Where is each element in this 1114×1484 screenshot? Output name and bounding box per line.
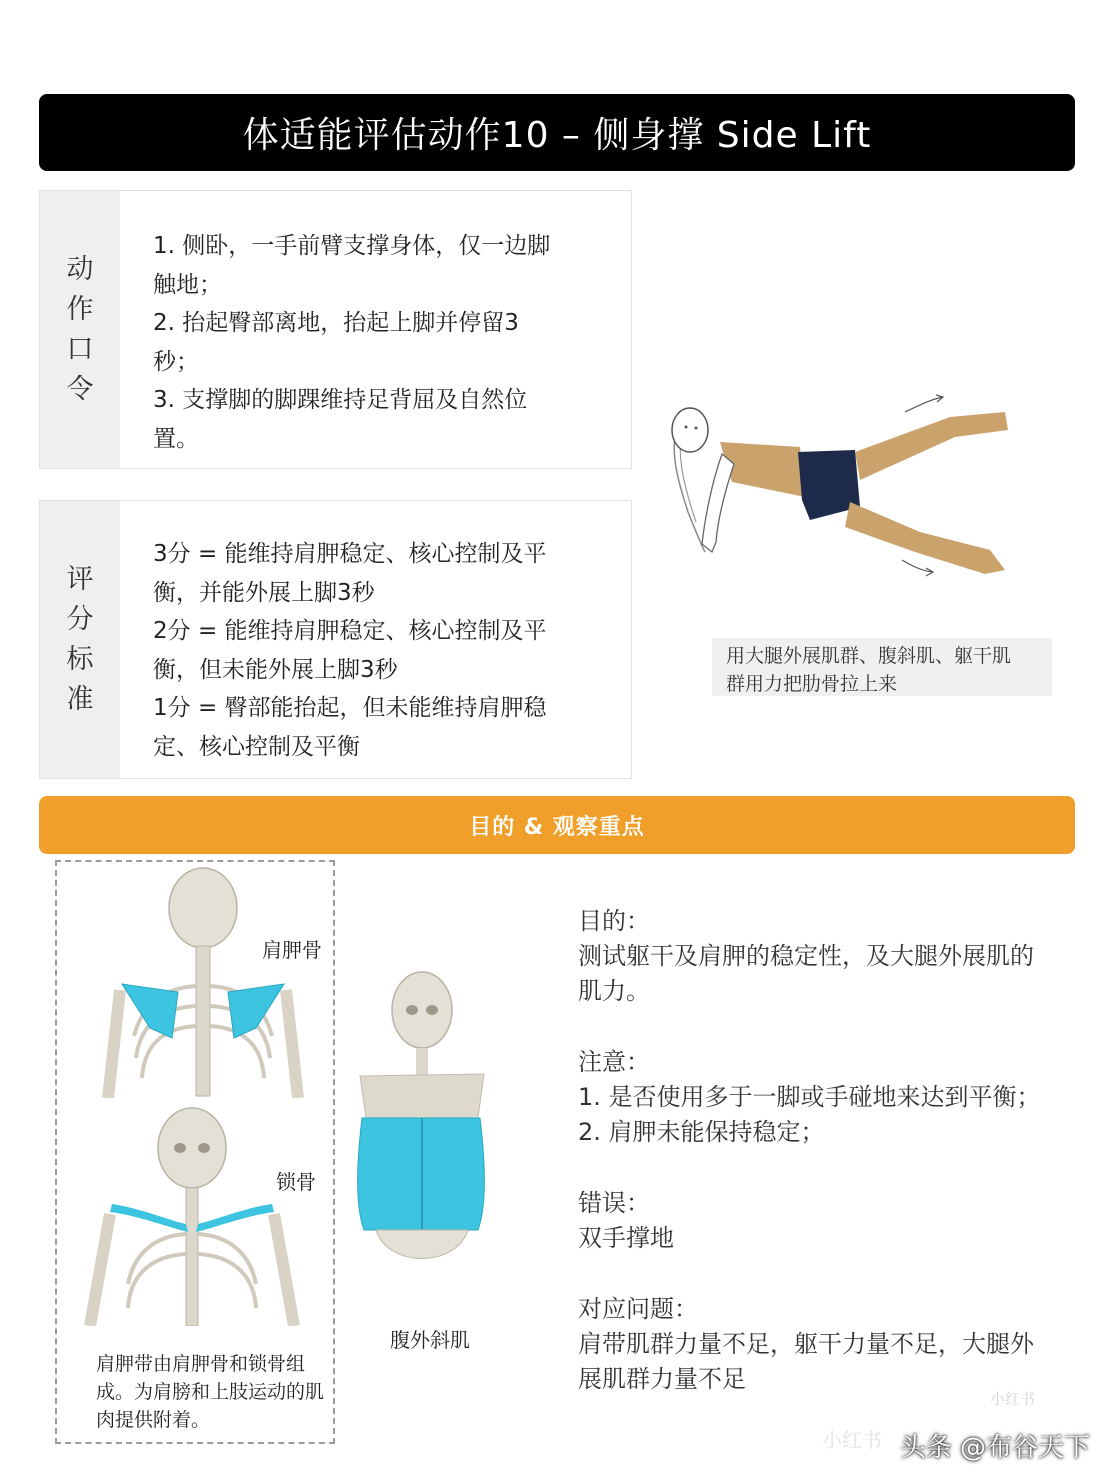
illustration-caption-line: 用大腿外展肌群、腹斜肌、躯干肌 (726, 645, 1012, 667)
command-line: 秒； (153, 348, 199, 375)
illustration-caption (712, 638, 1052, 696)
clavicle-label: 锁骨 (276, 1170, 316, 1194)
watermark-faint: 小红书 (822, 1428, 882, 1452)
command-line: 2. 抬起臀部离地，抬起上脚并停留3 (153, 310, 519, 336)
commands-label-char: 口 (66, 333, 94, 365)
issues-block (578, 1292, 1078, 1397)
notes-title: 注意： (578, 1048, 650, 1076)
command-line: 3. 支撑脚的脚踝维持足背屈及自然位 (153, 387, 528, 413)
issues-line: 肩带肌群力量不足，躯干力量不足，大腿外 (578, 1330, 1034, 1358)
errors-line: 双手撑地 (578, 1224, 674, 1252)
shoulder-girdle-caption: 肩胛带由肩胛骨和锁骨组成。为肩膀和上肢运动的肌肉提供附着。 (96, 1353, 325, 1431)
scoring-label-char: 评 (66, 563, 94, 595)
scapula-skeleton-image (92, 866, 314, 1098)
scoring-label-char: 分 (66, 603, 94, 635)
scoring-line: 定、核心控制及平衡 (153, 733, 360, 760)
command-line: 1. 侧卧，一手前臂支撑身体，仅一边脚 (153, 233, 551, 259)
side-lift-illustration (660, 392, 1010, 582)
scoring-box (39, 500, 632, 779)
watermark-small: 小红书 (990, 1390, 1036, 1408)
purpose-title: 目的： (578, 907, 650, 935)
scoring-line: 衡，并能外展上脚3秒 (153, 579, 375, 606)
external-oblique-label: 腹外斜肌 (390, 1328, 470, 1352)
details-section (578, 904, 1078, 1433)
notes-line: 1. 是否使用多于一脚或手碰地来达到平衡； (578, 1083, 1041, 1111)
illustration-caption-line: 群用力把肋骨拉上来 (726, 673, 898, 695)
commands-label (40, 191, 120, 468)
command-line: 触地； (153, 271, 222, 298)
command-line: 置。 (153, 425, 199, 452)
purpose-block (578, 904, 1078, 1009)
footer-watermark: 头条 @布谷天下 (899, 1433, 1090, 1463)
external-oblique-skeleton-image (350, 968, 490, 1288)
notes-block (578, 1045, 1078, 1150)
commands-box (39, 190, 632, 469)
page-title: 体适能评估动作10 – 侧身撑 Side Lift (242, 115, 872, 156)
errors-block (578, 1186, 1078, 1256)
scoring-label-char: 标 (66, 643, 94, 675)
notes-line: 2. 肩胛未能保持稳定； (578, 1118, 825, 1146)
scapula-label: 肩胛骨 (262, 938, 322, 962)
scoring-content (153, 535, 601, 766)
errors-title: 错误： (578, 1189, 650, 1217)
scoring-line: 2分 = 能维持肩胛稳定、核心控制及平 (153, 618, 547, 644)
commands-label-char: 作 (66, 293, 94, 325)
title-bar (39, 94, 1075, 171)
purpose-line: 测试躯干及肩胛的稳定性，及大腿外展肌的 (578, 942, 1034, 970)
purpose-line: 肌力。 (578, 977, 650, 1005)
scoring-line: 3分 = 能维持肩胛稳定、核心控制及平 (153, 541, 547, 567)
issues-title: 对应问题： (578, 1295, 698, 1323)
section-header (39, 796, 1075, 854)
side-lift-figure (660, 392, 1010, 582)
scoring-label (40, 501, 120, 778)
commands-label-char: 动 (66, 253, 94, 285)
scoring-line: 衡，但未能外展上脚3秒 (153, 656, 398, 683)
commands-content (153, 227, 601, 458)
scoring-line: 1分 = 臀部能抬起，但未能维持肩胛稳 (153, 695, 547, 721)
clavicle-skeleton-image (80, 1104, 310, 1326)
commands-label-char: 令 (66, 373, 94, 405)
issues-line: 展肌群力量不足 (578, 1365, 746, 1393)
scoring-label-char: 准 (66, 683, 94, 715)
section-title: 目的 & 观察重点 (469, 814, 645, 840)
